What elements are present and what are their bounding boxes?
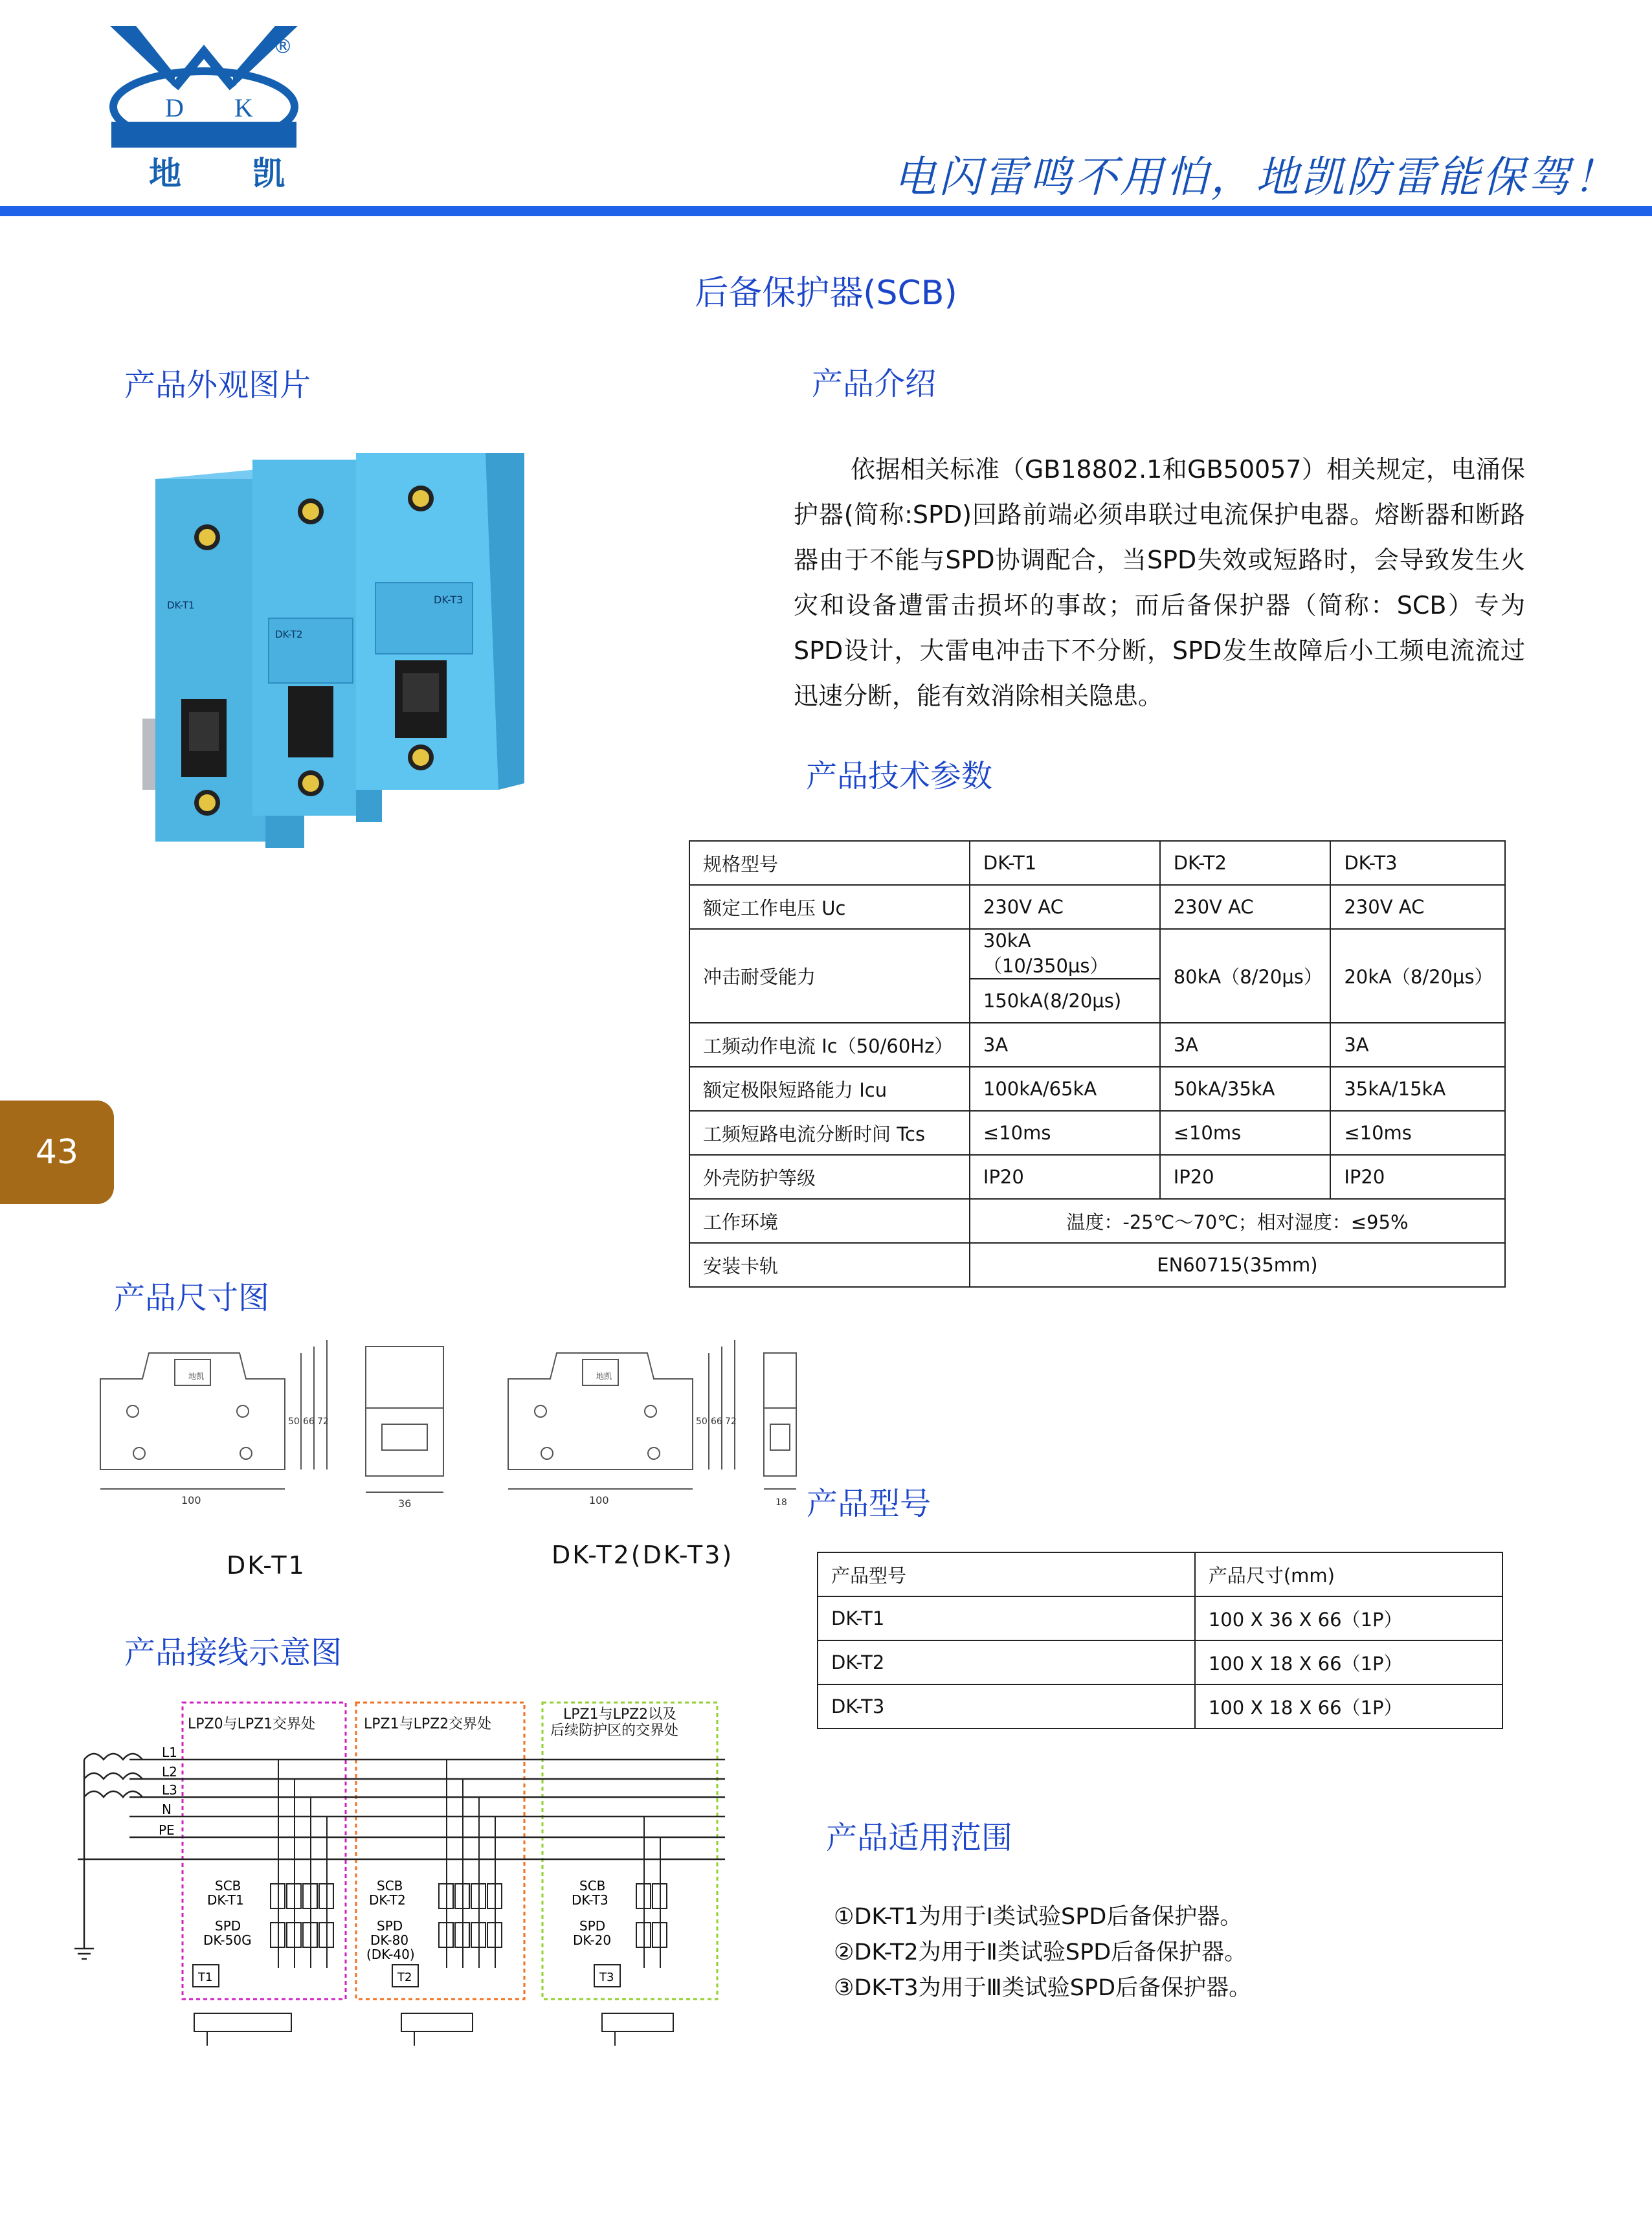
module-dk-t3 <box>356 453 524 790</box>
table-cell: 30kA（10/350μs） <box>970 929 1160 979</box>
table-cell: 3A <box>1160 1023 1331 1067</box>
dim-height-72: 72 <box>725 1416 737 1427</box>
dimension-drawing-t23 <box>508 1340 796 1489</box>
section-scope: 产品适用范围 <box>826 1820 1013 1856</box>
table-cell: 工频动作电流 Ic（50/60Hz） <box>689 1023 970 1067</box>
scope-item: ①DK-T1为用于Ⅰ类试验SPD后备保护器。 <box>834 1904 1243 1930</box>
scb-model-2: DK-T2 <box>369 1892 406 1908</box>
dim-width: 100 <box>181 1494 201 1506</box>
dim-height-50: 50 <box>696 1416 708 1427</box>
table-row <box>689 1023 1505 1067</box>
table-cell: 230V AC <box>1160 885 1331 929</box>
table-cell: 150kA(8/20μs) <box>970 979 1160 1023</box>
scb-label-1: SCB <box>215 1878 241 1894</box>
tag-t3: T3 <box>599 1971 614 1984</box>
dim-width: 100 <box>589 1494 609 1506</box>
table-row <box>689 929 1505 979</box>
table-cell: 工作环境 <box>689 1199 970 1243</box>
zone-box-1 <box>183 1703 346 1999</box>
intro-paragraph: 依据相关标准（GB18802.1和GB50057）相关规定，电涌保护器(简称:SPD)回路前端必须串联过电流保护电器。熔断器和断路器由于不能与SPD协调配合，当SPD失效或短路时，会导致发生火灾和设备遭雷击损坏的事故；而后备保护器（简称：SCB）专为SPD设计，大雷电冲击下不分断，SPD发生故障后小工频电流流过迅速分断，能有效消除相关隐患。 <box>794 455 1525 710</box>
zone-label-3b: 后续防护区的交界处 <box>550 1723 679 1739</box>
scb-model-1: DK-T1 <box>207 1892 244 1908</box>
table-cell: 20kA（8/20μs） <box>1330 929 1505 1023</box>
table-row <box>689 1111 1505 1155</box>
section-wiring: 产品接线示意图 <box>124 1635 342 1671</box>
zone-box-3 <box>542 1703 717 1999</box>
product-photo <box>136 453 602 919</box>
scope-item: ③DK-T3为用于Ⅲ类试验SPD后备保护器。 <box>834 1975 1252 2001</box>
caption-dk-t1: DK-T1 <box>227 1551 306 1580</box>
table-row <box>818 1640 1502 1684</box>
table-cell: 温度：-25℃～70℃；相对湿度：≤95% <box>970 1199 1505 1243</box>
table-cell: 冲击耐受能力 <box>689 929 970 1023</box>
spd-model-1: DK-50G <box>203 1932 252 1948</box>
spd-label-3: SPD <box>579 1918 606 1934</box>
dim-height-50: 50 <box>288 1416 300 1427</box>
table-cell: 3A <box>970 1023 1160 1067</box>
table-cell: 80kA（8/20μs） <box>1160 929 1331 1023</box>
slogan: 电闪雷鸣不用怕，地凯防雷能保驾！ <box>893 152 1618 202</box>
table-cell: EN60715(35mm) <box>970 1243 1505 1287</box>
dim-width-36: 36 <box>398 1497 412 1510</box>
scb-label-2: SCB <box>377 1878 403 1894</box>
spd-label-2: SPD <box>377 1918 403 1934</box>
scb-label-3: SCB <box>579 1878 606 1894</box>
table-row <box>689 1067 1505 1111</box>
scope-item: ②DK-T2为用于Ⅱ类试验SPD后备保护器。 <box>834 1940 1247 1965</box>
table-row <box>818 1552 1502 1596</box>
table-row <box>818 1596 1502 1640</box>
table-cell: 安装卡轨 <box>689 1243 970 1287</box>
section-intro: 产品介绍 <box>812 366 937 402</box>
table-cell: 产品型号 <box>818 1552 1195 1596</box>
table-cell: DK-T2 <box>818 1640 1195 1684</box>
section-models: 产品型号 <box>807 1486 932 1522</box>
table-cell: ≤10ms <box>1330 1111 1505 1155</box>
table-cell: DK-T1 <box>818 1596 1195 1640</box>
table-cell: IP20 <box>1160 1155 1331 1199</box>
registered-mark: ® <box>273 36 293 58</box>
line-n: N <box>162 1802 172 1817</box>
table-cell: 规格型号 <box>689 841 970 885</box>
table-cell: DK-T3 <box>1330 841 1505 885</box>
spec-table <box>689 840 1506 1288</box>
model-table <box>817 1552 1503 1729</box>
line-l3: L3 <box>162 1782 177 1798</box>
dim-brand: 地凯 <box>596 1372 612 1381</box>
dim-height-66: 66 <box>711 1416 722 1427</box>
svg-text:DK-T3: DK-T3 <box>434 594 463 606</box>
caption-dk-t2-t3: DK-T2(DK-T3) <box>552 1541 734 1569</box>
table-cell: 外壳防护等级 <box>689 1155 970 1199</box>
section-dimensions: 产品尺寸图 <box>114 1280 270 1316</box>
table-row <box>689 841 1505 885</box>
table-cell: 额定极限短路能力 Icu <box>689 1067 970 1111</box>
table-cell: 3A <box>1330 1023 1505 1067</box>
table-cell: 工频短路电流分断时间 Tcs <box>689 1111 970 1155</box>
table-cell: IP20 <box>970 1155 1160 1199</box>
table-cell: 230V AC <box>970 885 1160 929</box>
spd-model-2: DK-80 <box>370 1932 409 1948</box>
table-row <box>689 1199 1505 1243</box>
dim-brand: 地凯 <box>188 1372 205 1381</box>
table-cell: 50kA/35kA <box>1160 1067 1331 1111</box>
brand-name: 地凯 <box>149 155 356 192</box>
tag-t2: T2 <box>397 1971 412 1984</box>
company-logo <box>97 26 311 155</box>
wiring-diagram <box>65 1690 738 2052</box>
table-cell: 100kA/65kA <box>970 1067 1160 1111</box>
tag-t1: T1 <box>198 1971 213 1984</box>
dim-height-72: 72 <box>317 1416 329 1427</box>
table-cell: 100 X 36 X 66（1P） <box>1195 1596 1502 1640</box>
svg-text:DK-T2: DK-T2 <box>275 629 303 640</box>
spd-model-3: DK-20 <box>573 1932 612 1948</box>
dim-height-66: 66 <box>303 1416 315 1427</box>
line-pe: PE <box>159 1822 175 1838</box>
dimension-drawing-t1 <box>100 1340 443 1492</box>
table-row <box>689 1243 1505 1287</box>
line-l2: L2 <box>162 1764 177 1780</box>
dim-width-18: 18 <box>776 1497 787 1508</box>
table-cell: ≤10ms <box>1160 1111 1331 1155</box>
dimension-drawings <box>91 1334 816 1515</box>
table-cell: DK-T2 <box>1160 841 1331 885</box>
table-cell: 35kA/15kA <box>1330 1067 1505 1111</box>
table-cell: 产品尺寸(mm) <box>1195 1552 1502 1596</box>
table-cell: 额定工作电压 Uc <box>689 885 970 929</box>
logo-letter-k: K <box>234 93 253 122</box>
logo-letter-d: D <box>165 93 184 122</box>
table-cell: DK-T1 <box>970 841 1160 885</box>
table-cell: 230V AC <box>1330 885 1505 929</box>
table-cell: ≤10ms <box>970 1111 1160 1155</box>
table-row <box>818 1684 1502 1728</box>
spd-label-1: SPD <box>215 1918 241 1934</box>
table-cell: 100 X 18 X 66（1P） <box>1195 1684 1502 1728</box>
table-row <box>689 1155 1505 1199</box>
header-divider <box>0 206 1652 216</box>
zone-label-3a: LPZ1与LPZ2以及 <box>563 1706 677 1723</box>
module-t1-label: DK-T1 <box>167 599 195 611</box>
page-number: 43 <box>35 1133 79 1172</box>
section-appearance: 产品外观图片 <box>124 367 311 403</box>
table-cell: 100 X 18 X 66（1P） <box>1195 1640 1502 1684</box>
section-specs: 产品技术参数 <box>806 758 993 794</box>
spd-alt-2: (DK-40) <box>366 1947 415 1962</box>
table-row <box>689 885 1505 929</box>
table-cell: DK-T3 <box>818 1684 1195 1728</box>
zone-label-2: LPZ1与LPZ2交界处 <box>364 1716 492 1732</box>
zone-label-1: LPZ0与LPZ1交界处 <box>188 1716 316 1732</box>
scb-model-3: DK-T3 <box>572 1892 608 1908</box>
page-title: 后备保护器(SCB) <box>695 274 957 313</box>
line-l1: L1 <box>162 1745 177 1760</box>
table-cell: IP20 <box>1330 1155 1505 1199</box>
